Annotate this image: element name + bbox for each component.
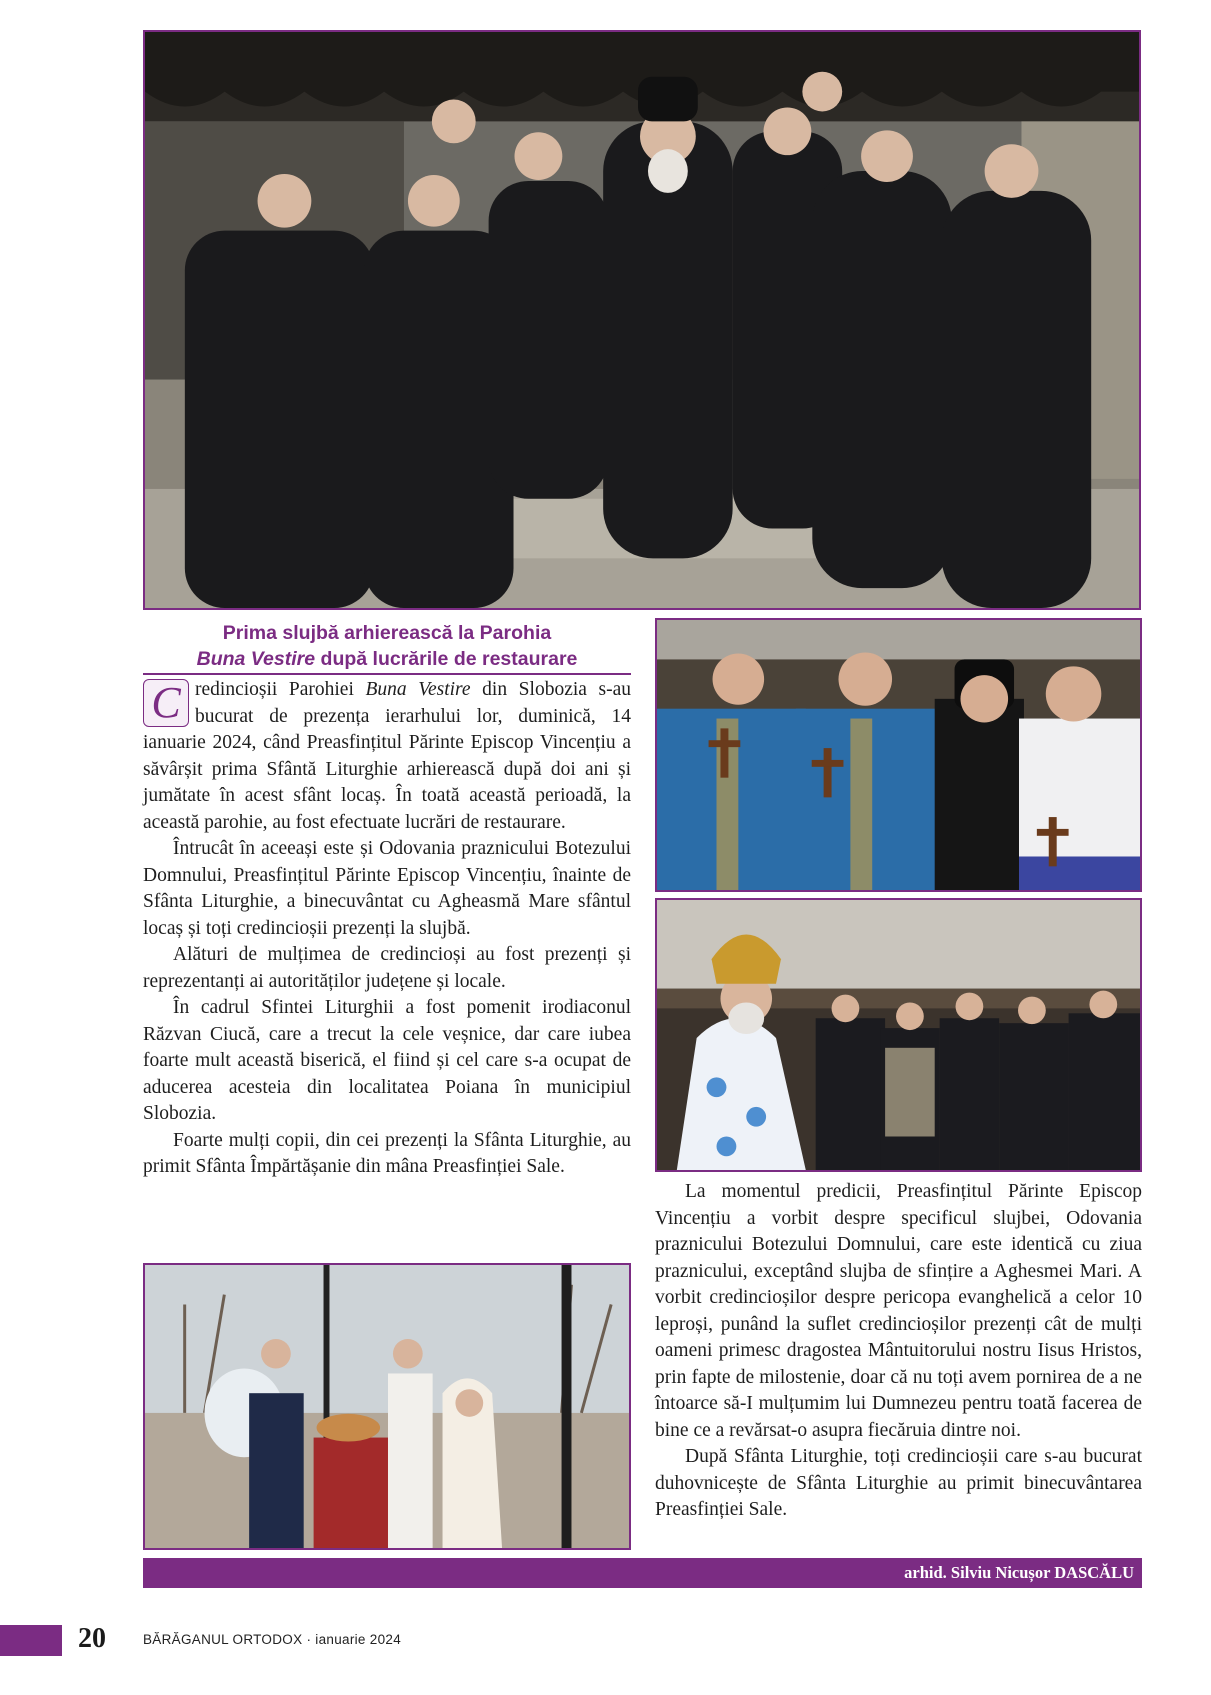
headline-line-2-rest: după lucrările de restaurare (315, 648, 578, 670)
clergy-photo (655, 618, 1142, 892)
article-headline (143, 620, 631, 675)
publication-name: BĂRĂGANUL ORTODOX · ianuarie 2024 (143, 1632, 402, 1647)
headline-line-2 (143, 646, 631, 672)
headline-line-1: Prima slujbă arhierească la Parohia (222, 622, 552, 644)
paragraph-2: Întrucât în aceeași este și Odovania praznicului Botezului Domnului, Preasfințitul Părinte Episcop Vincențiu, înainte de Sfânta Liturghie, a binecuvântat cu Agheasmă Mare sfântul locaș și toți credincioșii prezenți la slujbă. (143, 838, 631, 939)
article-body-left-column (143, 677, 631, 1181)
page-number: 20 (78, 1623, 106, 1654)
paragraph-1 (143, 677, 631, 836)
paragraph-3: Alături de mulțimea de credincioși au fost prezenți și reprezentanți ai autorităților județene și locale. (143, 944, 631, 992)
author-byline: arhid. Silviu Nicușor DASCĂLU (143, 1558, 1142, 1588)
headline-parish-name: Buna Vestire (196, 648, 316, 670)
paragraph-6: La momentul predicii, Preasfințitul Părinte Episcop Vincențiu a vorbit despre specificul slujbei, Odovania praznicului Botezului Domnului, care este identică cu ziua praznicului, exceptând slujba de sfințire a Aghesmei Mari. A vorbit credincioșilor despre pericopa evanghelică a celor 10 leproși, punând la suflet credincioșilor prezenți cât de mulți oameni primesc dragostea Mântuitorului nostru Iisus Hristos, prin fapte de milostenie, doar că nu toți avem pornirea de a ne întoarce să-I mulțumim lui Dumnezeu pentru toată facerea de bine ce a revărsat-o asupra fiecăruia dintre noi. (655, 1181, 1142, 1441)
paragraph-1-text-c: din Slobozia s-au bucurat de prezența ierarhului lor, duminică, 14 ianuarie 2024, când Preasfințitul Părinte Episcop Vincențiu a săvârșit prima Sfântă Liturghie arhierească după doi ani și jumătate în acest sfânt locaș. În toată această perioadă, la această parohie, au fost efectuate lucrări de restaurare. (143, 679, 631, 833)
paragraph-7: După Sfânta Liturghie, toți credincioșii care s-au bucurat duhovnicește de Sfânta Liturghie au primit binecuvântarea Preasfinției Sale. (655, 1446, 1142, 1520)
footer-accent-block (0, 1625, 62, 1656)
paragraph-4: În cadrul Sfintei Liturghii a fost pomenit irodiaconul Răzvan Ciucă, care a trecut la cele veșnice, dar care iubea foarte mult această biserică, el fiind și cel care s-a ocupat de aducerea acesteia din localitatea Poiana în municipiul Slobozia. (143, 997, 631, 1124)
bishop-sermon-photo (655, 898, 1142, 1172)
paragraph-1-text-a: redincioșii Parohiei (195, 679, 366, 700)
article-body-right-column (655, 1179, 1142, 1524)
paragraph-5: Foarte mulți copii, din cei prezenți la Sfânta Liturghie, au primit Sfânta Împărtășanie din mâna Preasfinției Sale. (143, 1129, 631, 1177)
paragraph-1-parish-name: Buna Vestire (365, 679, 471, 700)
drop-cap: C (143, 679, 189, 727)
children-photo (143, 1263, 631, 1550)
group-photo-church-entrance (143, 30, 1141, 610)
